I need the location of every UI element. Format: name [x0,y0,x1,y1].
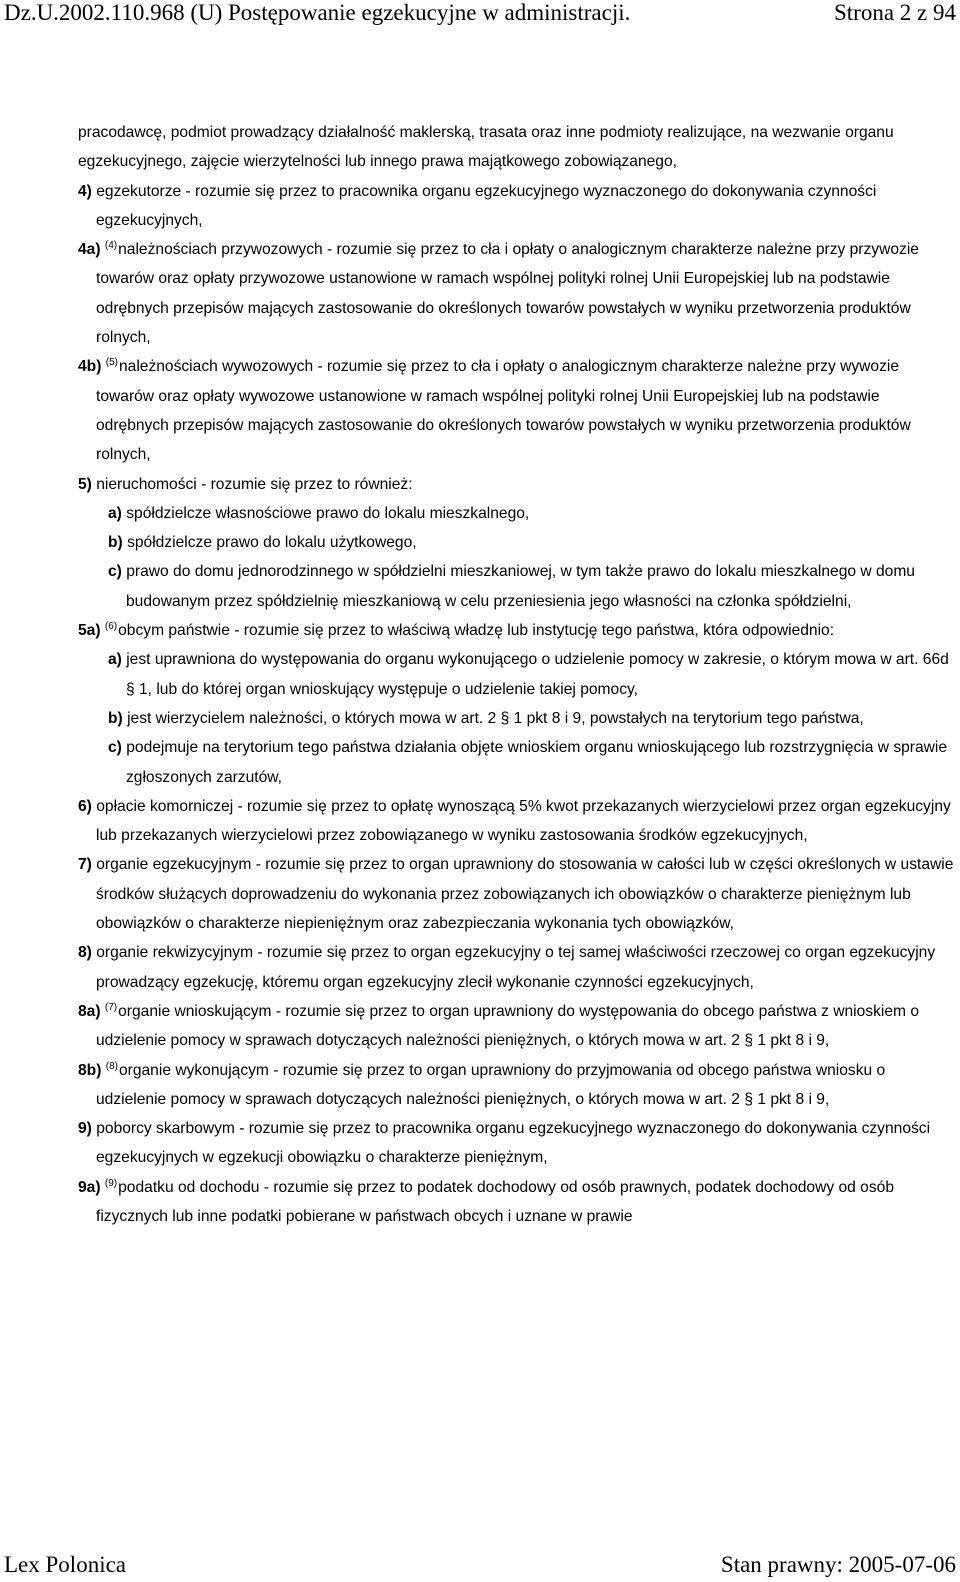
definition-item [78,1114,954,1173]
item-number: 4a) [78,241,101,259]
definition-item [78,850,954,938]
item-text: organie egzekucyjnym - rozumie się przez to organ uprawniony do stosowania w całości lub w części określonych w ustawie środków służących doprowadzeniu do wykonania przez zobowiązanych ich obowiązków o charakterze pieniężnym lub obowiązków o charakterze niepieniężnym oraz zabezpieczania wykonania tych obowiązków, [96,856,954,933]
item-text: organie wnioskującym - rozumie się przez to organ uprawniony do występowania do obcego państwa z wnioskiem o udzielenie pomocy w sprawach dotyczących należności pieniężnych, o których mowa w art. 2 § 1 pkt 8 i 9, [96,1002,920,1050]
definition-item [78,352,954,469]
item-text: spółdzielcze własnościowe prawo do lokalu mieszkalnego, [126,504,530,522]
item-number: 7) [78,856,92,874]
item-number: 5a) [78,622,101,640]
definition-item [78,177,954,236]
running-header [0,0,960,26]
sub-item [78,499,954,528]
item-text: jest wierzycielem należności, o których mowa w art. 2 § 1 pkt 8 i 9, powstałych na terytorium tego państwa, [127,709,864,727]
sub-item [78,704,954,733]
item-number: 4b) [78,358,102,376]
definition-item [78,1173,954,1232]
sub-item [78,557,954,616]
definition-item [78,616,954,645]
sub-item [78,733,954,792]
item-number: a) [108,651,122,669]
item-number: 6) [78,797,92,815]
item-number: a) [108,504,122,522]
item-number: 8) [78,944,92,962]
item-text: opłacie komorniczej - rozumie się przez to opłatę wynoszącą 5% kwot przekazanych wierzycielowi przez organ egzekucyjny lub przekazanych wierzycielowi przez zobowiązanego w wyniku zastosowania środków egzekucyjnych, [96,797,951,845]
sub-item [78,528,954,557]
item-text: egzekutorze - rozumie się przez to pracownika organu egzekucyjnego wyznaczonego do dokonywania czynności egzekucyjnych, [96,182,877,229]
definition-item [78,470,954,499]
item-number: 8b) [78,1061,102,1079]
item-text: organie wykonującym - rozumie się przez to organ uprawniony do przyjmowania od obcego państwa wniosku o udzielenie pomocy w sprawach dotyczących należności pieniężnych, o których mowa w art. 2 § 1 pkt 8 i 9, [96,1061,886,1108]
document-body [78,118,954,1231]
item-text: spółdzielcze prawo do lokalu użytkowego, [127,534,417,552]
definition-item [78,997,954,1056]
footnote-ref[interactable]: (5) [105,357,118,369]
legal-status-date: Stan prawny: 2005-07-06 [720,1552,956,1577]
item-number: 4) [78,182,92,200]
footnote-ref[interactable]: (7) [104,1001,118,1013]
item-number: 5) [78,475,92,493]
item-text: nieruchomości - rozumie się przez to również: [96,475,413,493]
item-text: obcym państwie - rozumie się przez to właściwą władzę lub instytucję tego państwa, która odpowiednio: [118,622,835,640]
page-indicator: Strona 2 z 94 [833,0,956,25]
document-citation: Dz.U.2002.110.968 (U) Postępowanie egzekucyjne w administracji. [4,0,631,25]
item-text: podejmuje na terytorium tego państwa działania objęte wnioskiem organu wnioskującego lub rozstrzygnięcia w sprawie zgłoszonych zarzutów, [126,739,948,786]
footnote-ref[interactable]: (4) [104,240,118,252]
continued-paragraph [78,118,954,177]
footnote-ref[interactable]: (8) [105,1060,118,1072]
item-number: b) [108,534,123,552]
item-text: należnościach przywozowych - rozumie się przez to cła i opłaty o analogicznym charakterze należne przy przywozie towarów oraz opłaty przywozowe ustanowione w ramach wspólnej polityki rolnej Unii Europejskiej lub na podstawie odrębnych przepisów mających zastosowanie do określonych towarów powstałych w wyniku przetworzenia produktów rolnych, [96,241,919,347]
definition-item [78,792,954,851]
item-number: 9a) [78,1178,101,1196]
item-text: należnościach wywozowych - rozumie się przez to cła i opłaty o analogicznym charakterze należne przy wywozie towarów oraz opłaty wywozowe ustanowione w ramach wspólnej polityki rolnej Unii Europejskiej lub na podstawie odrębnych przepisów mających zastosowanie do określonych towarów powstałych w wyniku przetworzenia produktów rolnych, [96,358,911,464]
item-text: prawo do domu jednorodzinnego w spółdzielni mieszkaniowej, w tym także prawo do lokalu mieszkalnego w domu budowanym przez spółdzielnię mieszkaniową w celu przeniesienia jego własności na członka spółdzielni, [126,563,915,610]
item-text: jest uprawniona do występowania do organu wykonującego o udzielenie pomocy w zakresie, o którym mowa w art. 66d § 1, lub do której organ wnioskujący występuje o udzielenie takiej pomocy, [126,651,949,698]
item-text: pracodawcę, podmiot prowadzący działalność maklerską, trasata oraz inne podmioty realizujące, na wezwanie organu egzekucyjnego, zajęcie wierzytelności lub innego prawa majątkowego zobowiązanego, [78,124,894,171]
item-number: 8a) [78,1002,101,1020]
publisher-name: Lex Polonica [4,1552,126,1577]
running-footer [0,1552,960,1578]
item-number: 9) [78,1120,92,1138]
footnote-ref[interactable]: (9) [104,1177,118,1189]
item-number: c) [108,563,122,581]
item-text: podatku od dochodu - rozumie się przez to podatek dochodowy od osób prawnych, podatek dochodowy od osób fizycznych lub inne podatki pobierane w państwach obcych i uznane w prawie [96,1178,894,1225]
item-number: c) [108,739,122,757]
item-text: organie rekwizycyjnym - rozumie się przez to organ egzekucyjny o tej samej właściwości rzeczowej co organ egzekucyjny prowadzący egzekucję, któremu organ egzekucyjny zlecił wykonanie czynności egzekucyjnych, [96,944,936,991]
definition-item [78,235,954,352]
footnote-ref[interactable]: (6) [104,621,118,633]
sub-item [78,645,954,704]
definition-item [78,1056,954,1115]
item-text: poborcy skarbowym - rozumie się przez to pracownika organu egzekucyjnego wyznaczonego do dokonywania czynności egzekucyjnych w egzekucji obowiązku o charakterze pieniężnym, [96,1120,931,1167]
item-number: b) [108,709,123,727]
definition-item [78,938,954,997]
